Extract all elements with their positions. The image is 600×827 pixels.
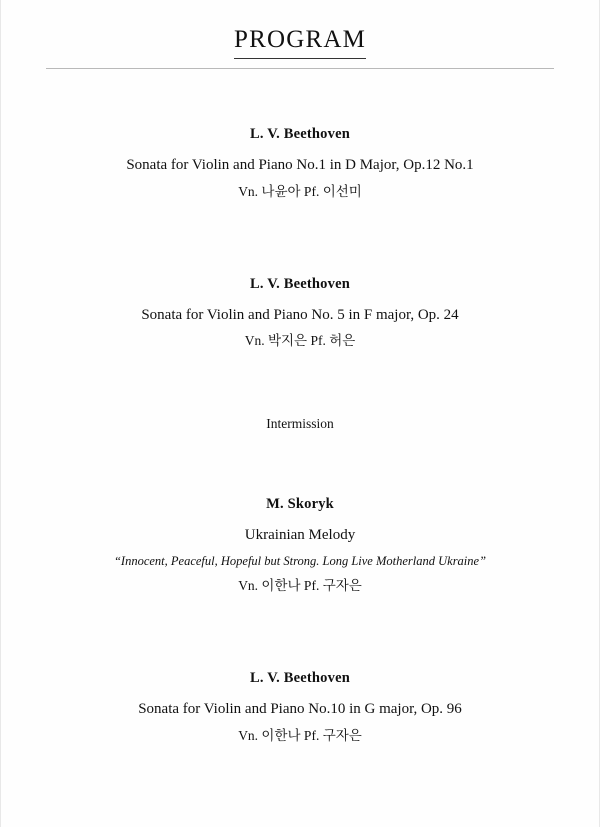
entry-performers: Vn. 이한나 Pf. 구자은 bbox=[238, 577, 362, 593]
entry-performers: Vn. 박지은 Pf. 허은 bbox=[244, 333, 356, 349]
intermission-spacer-before bbox=[46, 352, 554, 416]
entry-performers: Vn. 이한나 Pf. 구자은 bbox=[238, 727, 362, 743]
entry-spacer bbox=[46, 596, 554, 668]
program-entry bbox=[46, 124, 554, 202]
entry-work-title: Ukrainian Melody bbox=[244, 526, 356, 543]
program-list bbox=[0, 69, 600, 746]
entry-composer: L. V. Beethoven bbox=[250, 670, 350, 687]
program-entry bbox=[46, 494, 554, 597]
entry-performers: Vn. 나윤아 Pf. 이선미 bbox=[238, 183, 362, 199]
top-spacer bbox=[46, 69, 554, 124]
entry-composer: L. V. Beethoven bbox=[250, 275, 350, 292]
entry-note: “Innocent, Peaceful, Hopeful but Strong. Long Live Motherland Ukraine” bbox=[113, 554, 487, 569]
entry-work-title: Sonata for Violin and Piano No.10 in G major, Op. 96 bbox=[138, 701, 462, 718]
entry-spacer bbox=[46, 202, 554, 274]
entry-work-title: Sonata for Violin and Piano No. 5 in F major, Op. 24 bbox=[141, 306, 459, 323]
page-title-container bbox=[0, 0, 600, 59]
entry-composer: L. V. Beethoven bbox=[250, 126, 350, 142]
page-title: PROGRAM bbox=[234, 26, 366, 59]
page-edge-left bbox=[0, 0, 1, 827]
program-entry bbox=[46, 274, 554, 352]
entry-composer: M. Skoryk bbox=[266, 495, 334, 512]
entry-work-title: Sonata for Violin and Piano No.1 in D Major, Op.12 No.1 bbox=[126, 157, 474, 174]
program-entry bbox=[46, 668, 554, 746]
intermission-spacer-after bbox=[46, 432, 554, 494]
intermission-label: Intermission bbox=[266, 415, 334, 431]
